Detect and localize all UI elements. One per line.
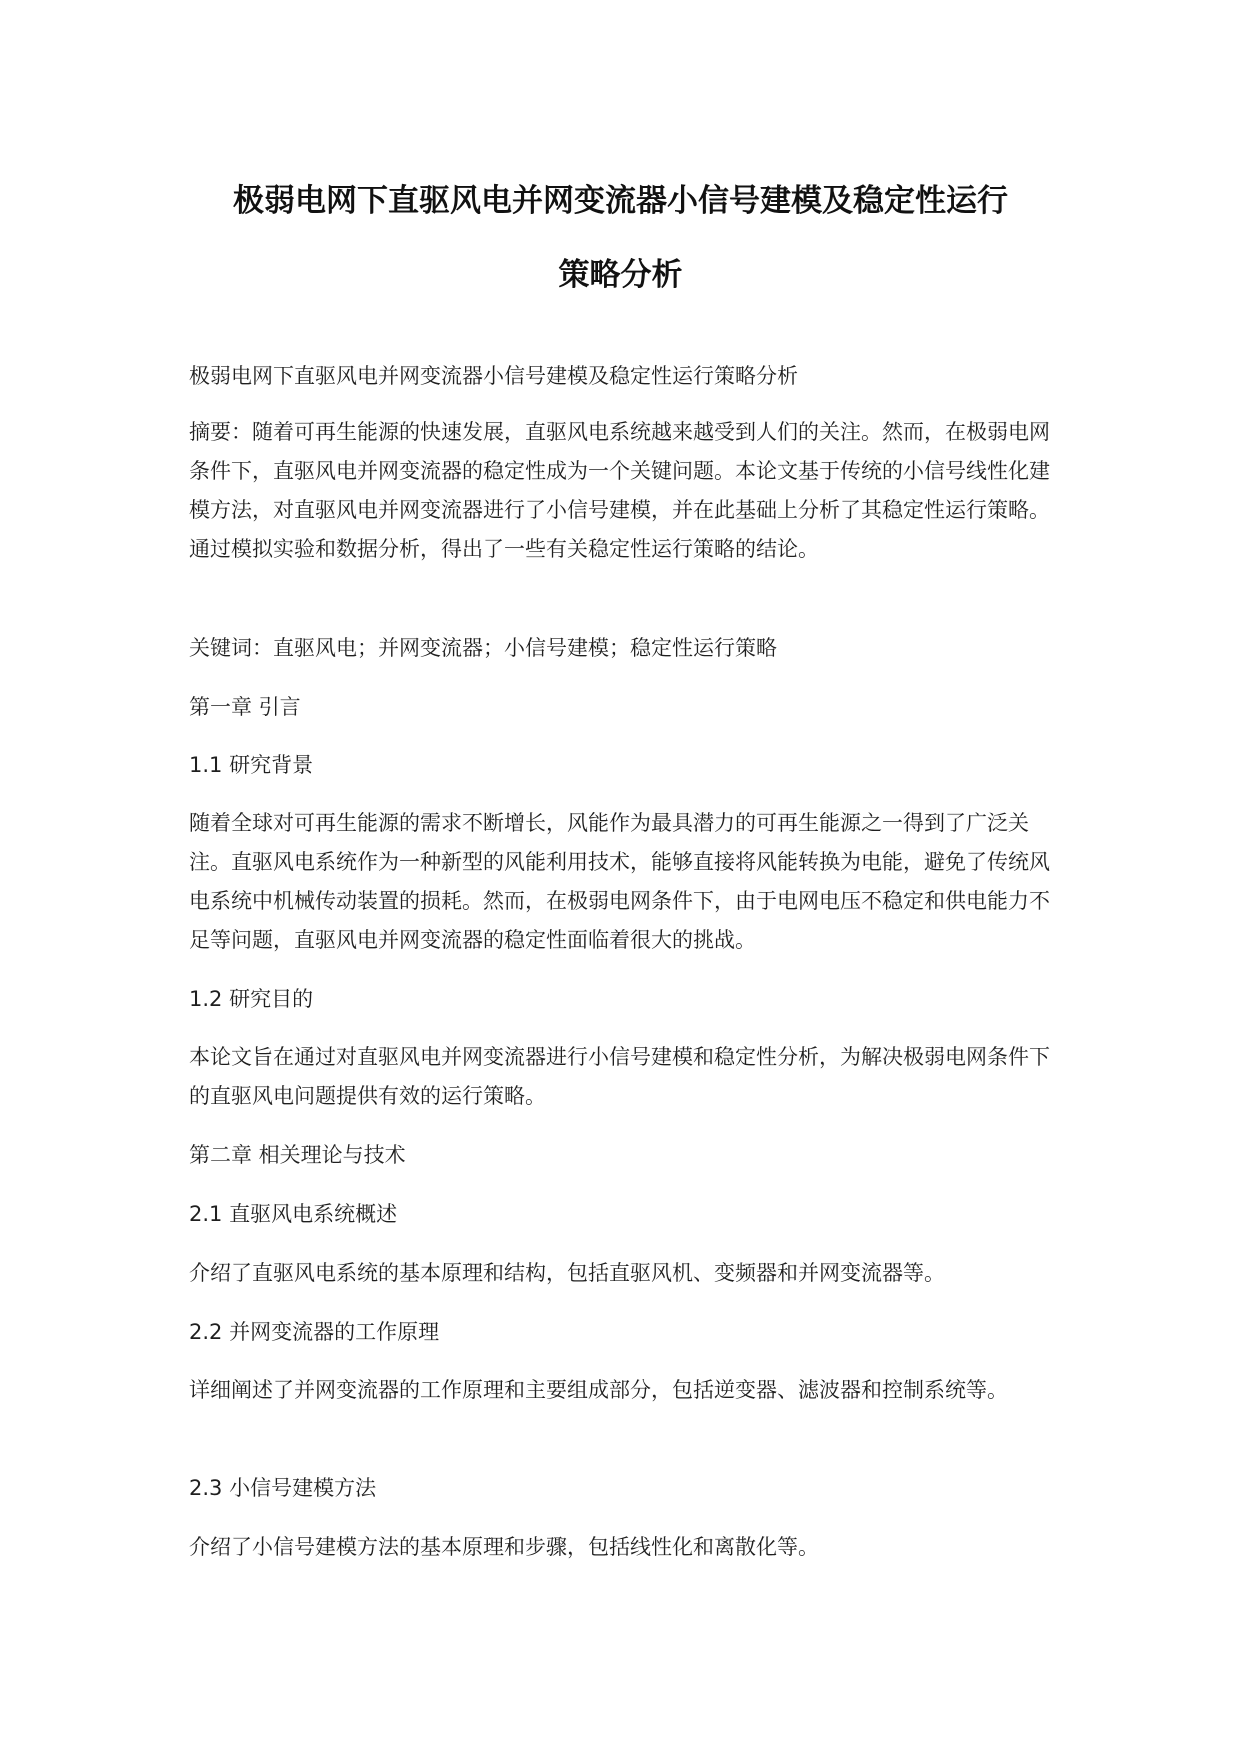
section-1-2-heading: 1.2 研究目的 [189,987,314,1011]
section-2-2-heading: 2.2 并网变流器的工作原理 [189,1320,440,1344]
section-1-1-heading: 1.1 研究背景 [189,753,314,777]
section-2-1-heading: 2.1 直驱风电系统概述 [189,1202,398,1226]
section-1-2-paragraph: 本论文旨在通过对直驱风电并网变流器进行小信号建模和稳定性分析，为解决极弱电网条件下的直驱风电问题提供有效的运行策略。 [189,1045,1050,1108]
section-2-3-heading: 2.3 小信号建模方法 [189,1476,377,1500]
keywords-line: 关键词：直驱风电；并网变流器；小信号建模；稳定性运行策略 [189,636,777,660]
section-2-3-paragraph: 介绍了小信号建模方法的基本原理和步骤，包括线性化和离散化等。 [189,1535,819,1559]
abstract-paragraph: 摘要：随着可再生能源的快速发展，直驱风电系统越来越受到人们的关注。然而，在极弱电网条件下，直驱风电并网变流器的稳定性成为一个关键问题。本论文基于传统的小信号线性化建模方法，对直驱风电并网变流器进行了小信号建模，并在此基础上分析了其稳定性运行策略。通过模拟实验和数据分析，得出了一些有关稳定性运行策略的结论。 [189,420,1050,561]
section-2-2-paragraph: 详细阐述了并网变流器的工作原理和主要组成部分，包括逆变器、滤波器和控制系统等。 [189,1378,1008,1402]
section-2-1-paragraph: 介绍了直驱风电系统的基本原理和结构，包括直驱风机、变频器和并网变流器等。 [189,1261,945,1285]
chapter-1-heading: 第一章 引言 [189,695,301,719]
document-title-line-1: 极弱电网下直驱风电并网变流器小信号建模及稳定性运行 [233,183,1008,219]
repeat-title: 极弱电网下直驱风电并网变流器小信号建模及稳定性运行策略分析 [189,364,798,388]
document-title-line-2: 策略分析 [558,257,683,293]
chapter-2-heading: 第二章 相关理论与技术 [189,1143,406,1167]
section-1-1-paragraph: 随着全球对可再生能源的需求不断增长，风能作为最具潜力的可再生能源之一得到了广泛关注。直驱风电系统作为一种新型的风能利用技术，能够直接将风能转换为电能，避免了传统风电系统中机械传动装置的损耗。然而，在极弱电网条件下，由于电网电压不稳定和供电能力不足等问题，直驱风电并网变流器的稳定性面临着很大的挑战。 [189,811,1050,952]
